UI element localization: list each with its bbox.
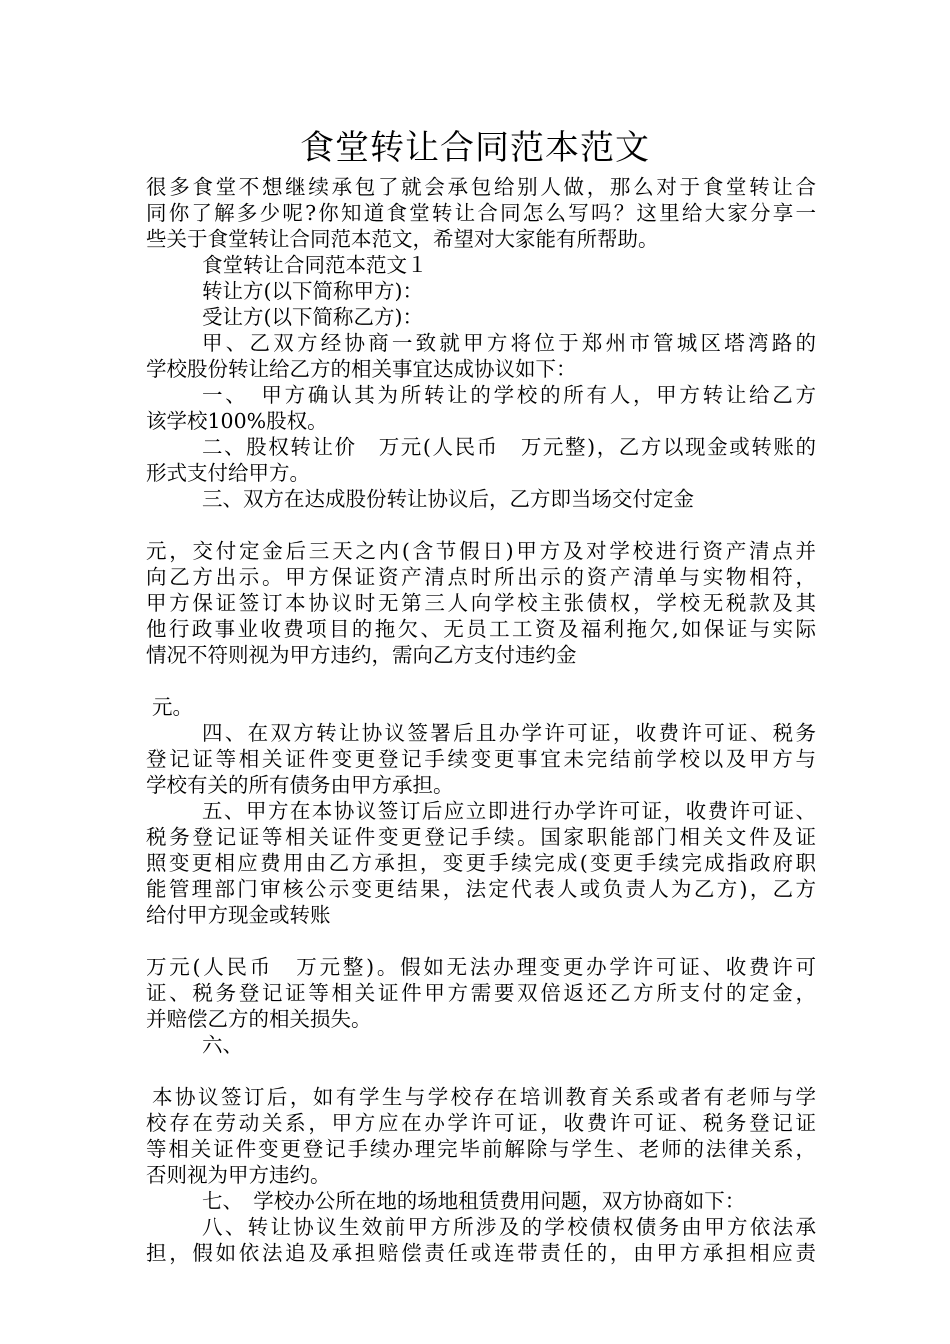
text-line: 很多食堂不想继续承包了就会承包给别人做，那么对于食堂转让合 bbox=[146, 175, 816, 199]
text-line: 六、 bbox=[202, 1033, 243, 1057]
text-line: 税务登记证等相关证件变更登记手续。国家职能部门相关文件及证 bbox=[146, 825, 816, 849]
text-line: 元，交付定金后三天之内(含节假日)甲方及对学校进行资产清点并 bbox=[146, 539, 816, 563]
text-line: 等相关证件变更登记手续办理完毕前解除与学生、老师的法律关系， bbox=[146, 1137, 816, 1161]
text-line: 转让方(以下简称甲方)： bbox=[202, 279, 423, 303]
text-line: 情况不符则视为甲方违约，需向乙方支付违约金 bbox=[146, 643, 577, 667]
text-line: 元。 bbox=[152, 695, 193, 719]
document-body bbox=[146, 174, 816, 1266]
text-line: 给付甲方现金或转账 bbox=[146, 903, 331, 927]
text-line: 登记证等相关证件变更登记手续变更事宜未完结前学校以及甲方与 bbox=[146, 747, 816, 771]
text-line: 担，假如依法追及承担赔偿责任或连带责任的，由甲方承担相应责 bbox=[146, 1241, 816, 1265]
text-line: 五、甲方在本协议签订后应立即进行办学许可证，收费许可证、 bbox=[202, 799, 816, 823]
text-line: 三、双方在达成股份转让协议后，乙方即当场交付定金 bbox=[202, 487, 694, 511]
text-line: 同你了解多少呢?你知道食堂转让合同怎么写吗？这里给大家分享一 bbox=[146, 201, 816, 225]
text-line: 甲、乙双方经协商一致就甲方将位于郑州市管城区塔湾路的 bbox=[202, 331, 816, 355]
text-line: 校存在劳动关系，甲方应在办学许可证，收费许可证、税务登记证 bbox=[146, 1111, 816, 1135]
text-line: 学校股份转让给乙方的相关事宜达成协议如下： bbox=[146, 357, 577, 381]
document-title: 食堂转让合同范本范文 bbox=[300, 128, 650, 168]
text-line: 他行政事业收费项目的拖欠、无员工工资及福利拖欠,如保证与实际 bbox=[146, 617, 816, 641]
text-line: 照变更相应费用由乙方承担，变更手续完成(变更手续完成指政府职 bbox=[146, 851, 816, 875]
blank-line bbox=[146, 668, 816, 694]
text-line: 受让方(以下简称乙方)： bbox=[202, 305, 423, 329]
text-line: 甲方保证签订本协议时无第三人向学校主张债权，学校无税款及其 bbox=[146, 591, 816, 615]
text-line: 向乙方出示。甲方保证资产清点时所出示的资产清单与实物相符， bbox=[146, 565, 816, 589]
text-line: 七、 学校办公所在地的场地租赁费用问题，双方协商如下： bbox=[202, 1189, 746, 1213]
blank-line bbox=[146, 928, 816, 954]
text-line: 本协议签订后，如有学生与学校存在培训教育关系或者有老师与学 bbox=[152, 1085, 816, 1109]
text-line: 些关于食堂转让合同范本范文，希望对大家能有所帮助。 bbox=[146, 227, 659, 251]
text-line: 否则视为甲方违约。 bbox=[146, 1163, 331, 1187]
text-line: 食堂转让合同范本范文１ bbox=[202, 253, 428, 277]
blank-line bbox=[146, 512, 816, 538]
text-line: 学校有关的所有债务由甲方承担。 bbox=[146, 773, 454, 797]
text-line: 形式支付给甲方。 bbox=[146, 461, 310, 485]
text-line: 能管理部门审核公示变更结果，法定代表人或负责人为乙方)，乙方 bbox=[146, 877, 816, 901]
blank-line bbox=[146, 1058, 816, 1084]
text-line: 二、股权转让价 万元(人民币 万元整)，乙方以现金或转账的 bbox=[202, 435, 816, 459]
text-line: 并赔偿乙方的相关损失。 bbox=[146, 1007, 372, 1031]
text-line: 证、税务登记证等相关证件甲方需要双倍返还乙方所支付的定金， bbox=[146, 981, 816, 1005]
text-line: 八、转让协议生效前甲方所涉及的学校债权债务由甲方依法承 bbox=[202, 1215, 816, 1239]
text-line: 一、 甲方确认其为所转让的学校的所有人，甲方转让给乙方 bbox=[202, 383, 816, 407]
text-line: 该学校100%股权。 bbox=[146, 409, 328, 433]
text-line: 四、在双方转让协议签署后且办学许可证，收费许可证、税务 bbox=[202, 721, 816, 745]
text-line: 万元(人民币 万元整)。假如无法办理变更办学许可证、收费许可 bbox=[146, 955, 816, 979]
